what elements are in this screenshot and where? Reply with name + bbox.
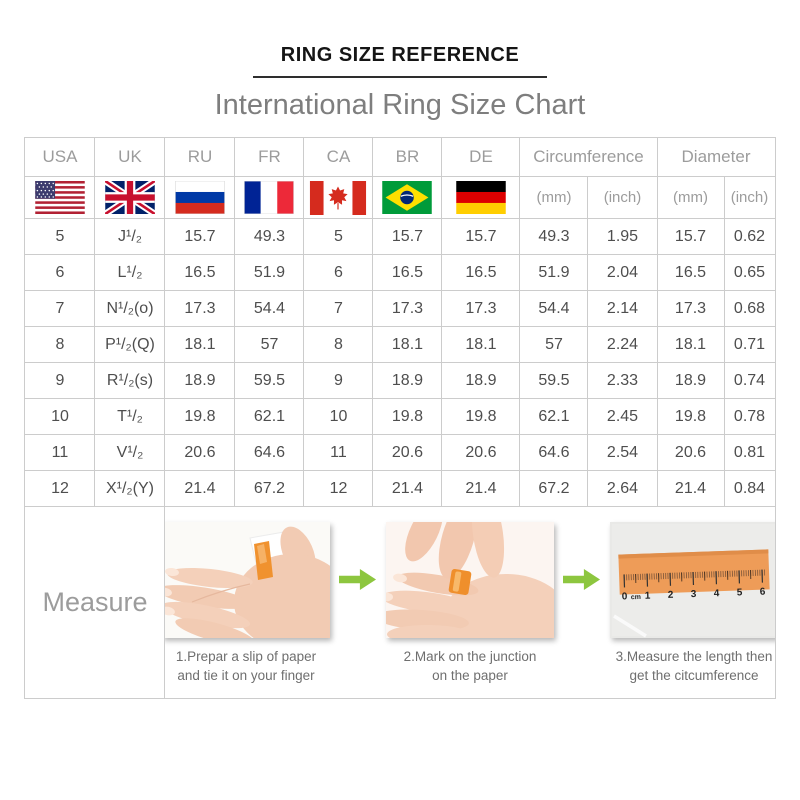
size-cell: 2.04: [588, 255, 657, 291]
step2-photo: [386, 522, 554, 638]
size-cell: 18.1: [373, 327, 442, 363]
table-row: [25, 435, 775, 471]
size-cell: 7: [304, 291, 373, 327]
size-cell: 59.5: [520, 363, 588, 399]
size-cell: 9: [25, 363, 95, 399]
size-cell: 18.1: [657, 327, 724, 363]
col-header-circumference: Circumference: [520, 138, 657, 177]
ruler-number-3: 3: [690, 589, 697, 601]
size-cell: 57: [235, 327, 304, 363]
ruler-cm-label: cm: [630, 594, 642, 602]
table-row: [25, 363, 775, 399]
ruler-measuring-illustration: [610, 522, 775, 638]
size-cell: P¹/₂(Q): [95, 327, 165, 363]
size-cell: 54.4: [520, 291, 588, 327]
size-cell: 0.78: [724, 399, 775, 435]
col-header-br: BR: [373, 138, 442, 177]
size-cell: 21.4: [165, 471, 235, 507]
size-cell: L¹/₂: [95, 255, 165, 291]
size-cell: R¹/₂(s): [95, 363, 165, 399]
size-cell: 16.5: [657, 255, 724, 291]
size-cell: 15.7: [373, 219, 442, 255]
size-cell: 7: [25, 291, 95, 327]
step2-caption-line1: 2.Mark on the junction: [403, 649, 537, 665]
page-subtitle: International Ring Size Chart: [214, 89, 586, 121]
size-cell: 11: [304, 435, 373, 471]
usa-flag-icon: [35, 181, 85, 214]
size-cell: 62.1: [235, 399, 304, 435]
col-header-ca: CA: [304, 138, 373, 177]
flag-cell-usa: [25, 177, 95, 219]
table-row: [25, 255, 775, 291]
ring-size-table: [24, 137, 775, 699]
size-cell: 54.4: [235, 291, 304, 327]
size-cell: 20.6: [657, 435, 724, 471]
size-cell: 18.9: [442, 363, 520, 399]
marking-paper-illustration: [386, 522, 554, 638]
col-header-diameter: Diameter: [657, 138, 775, 177]
measure-step-2: [386, 522, 554, 684]
size-cell: 19.8: [657, 399, 724, 435]
size-cell: 49.3: [520, 219, 588, 255]
size-cell: 62.1: [520, 399, 588, 435]
measure-step-1: [165, 522, 330, 684]
col-header-ru: RU: [165, 138, 235, 177]
measure-step-3: [610, 522, 775, 684]
size-cell: 8: [25, 327, 95, 363]
step1-photo: [165, 522, 330, 638]
russia-flag-icon: [175, 181, 225, 214]
size-cell: 1.95: [588, 219, 657, 255]
size-cell: 21.4: [657, 471, 724, 507]
size-cell: 0.65: [724, 255, 775, 291]
circumference-inch-label: (inch): [588, 177, 657, 219]
arrow-right-icon-1: [339, 568, 377, 591]
flag-cell-br: [373, 177, 442, 219]
ruler-number-1: 1: [644, 590, 651, 603]
table-row: [25, 219, 775, 255]
size-cell: 18.1: [165, 327, 235, 363]
size-cell: 18.9: [657, 363, 724, 399]
step1-caption-line1: 1.Prepar a slip of paper: [175, 649, 317, 665]
flag-cell-uk: [95, 177, 165, 219]
col-header-usa: USA: [25, 138, 95, 177]
ruler-number-5: 5: [736, 587, 743, 599]
size-cell: 67.2: [520, 471, 588, 507]
size-cell: 67.2: [235, 471, 304, 507]
france-flag-icon: [244, 181, 294, 214]
size-cell: 16.5: [442, 255, 520, 291]
size-cell: 0.74: [724, 363, 775, 399]
arrow-right-icon-2: [563, 568, 601, 591]
size-cell: 16.5: [373, 255, 442, 291]
size-cell: 59.5: [235, 363, 304, 399]
ruler-number-2: 2: [667, 590, 674, 602]
size-cell: 17.3: [165, 291, 235, 327]
size-cell: T¹/₂: [95, 399, 165, 435]
measure-steps: [165, 520, 774, 684]
size-cell: 17.3: [442, 291, 520, 327]
measure-row: [25, 507, 775, 699]
size-cell: 18.9: [165, 363, 235, 399]
size-cell: 57: [520, 327, 588, 363]
size-cell: 10: [25, 399, 95, 435]
size-cell: 17.3: [373, 291, 442, 327]
step1-caption: [165, 648, 330, 684]
size-cell: 20.6: [165, 435, 235, 471]
size-cell: 2.14: [588, 291, 657, 327]
size-cell: 2.45: [588, 399, 657, 435]
size-cell: 11: [25, 435, 95, 471]
size-cell: 12: [304, 471, 373, 507]
size-cell: 0.62: [724, 219, 775, 255]
size-cell: 12: [25, 471, 95, 507]
diameter-inch-label: (inch): [724, 177, 775, 219]
size-cell: 16.5: [165, 255, 235, 291]
brazil-flag-icon: [382, 181, 432, 214]
size-cell: X¹/₂(Y): [95, 471, 165, 507]
size-cell: 49.3: [235, 219, 304, 255]
step2-caption-line2: on the paper: [432, 667, 508, 683]
size-cell: 19.8: [165, 399, 235, 435]
size-cell: 10: [304, 399, 373, 435]
size-cell: 2.54: [588, 435, 657, 471]
size-cell: 51.9: [520, 255, 588, 291]
size-cell: V¹/₂: [95, 435, 165, 471]
size-cell: 2.64: [588, 471, 657, 507]
size-cell: 15.7: [165, 219, 235, 255]
size-cell: 18.1: [442, 327, 520, 363]
size-cell: 19.8: [442, 399, 520, 435]
diameter-mm-label: (mm): [657, 177, 724, 219]
size-cell: 6: [304, 255, 373, 291]
flag-cell-de: [442, 177, 520, 219]
size-cell: 2.24: [588, 327, 657, 363]
size-cell: 19.8: [373, 399, 442, 435]
flag-cell-ca: [304, 177, 373, 219]
canada-flag-icon: [309, 181, 367, 215]
step3-photo: [610, 522, 775, 638]
size-cell: 51.9: [235, 255, 304, 291]
table-row: [25, 399, 775, 435]
measure-steps-cell: [165, 507, 775, 699]
size-cell: 21.4: [373, 471, 442, 507]
step3-caption-line2: get the citcumference: [629, 667, 759, 683]
size-cell: 9: [304, 363, 373, 399]
uk-flag-icon: [105, 181, 155, 214]
ruler-number-4: 4: [713, 588, 720, 600]
size-cell: 64.6: [520, 435, 588, 471]
size-cell: 15.7: [657, 219, 724, 255]
size-cell: 0.81: [724, 435, 775, 471]
ruler-number-6: 6: [759, 586, 766, 598]
col-header-de: DE: [442, 138, 520, 177]
step1-caption-line2: and tie it on your finger: [177, 667, 315, 683]
table-row: [25, 291, 775, 327]
flag-cell-fr: [235, 177, 304, 219]
table-row: [25, 327, 775, 363]
size-cell: 21.4: [442, 471, 520, 507]
size-cell: 18.9: [373, 363, 442, 399]
col-header-fr: FR: [235, 138, 304, 177]
hand-with-paper-slip-illustration: [165, 522, 330, 638]
page-title: RING SIZE REFERENCE: [253, 44, 547, 78]
germany-flag-icon: [456, 181, 506, 214]
ruler-number-0: 0: [621, 591, 628, 603]
measure-label: Measure: [25, 507, 165, 699]
size-cell: 6: [25, 255, 95, 291]
size-cell: 64.6: [235, 435, 304, 471]
size-cell: 0.84: [724, 471, 775, 507]
header-row: [25, 138, 775, 177]
step3-caption: [610, 648, 775, 684]
size-cell: 5: [304, 219, 373, 255]
flag-cell-ru: [165, 177, 235, 219]
size-cell: 0.71: [724, 327, 775, 363]
size-cell: 20.6: [373, 435, 442, 471]
circumference-mm-label: (mm): [520, 177, 588, 219]
size-cell: 2.33: [588, 363, 657, 399]
size-cell: 15.7: [442, 219, 520, 255]
flag-row: [25, 177, 775, 219]
size-cell: N¹/₂(o): [95, 291, 165, 327]
size-cell: 5: [25, 219, 95, 255]
size-cell: 0.68: [724, 291, 775, 327]
size-cell: J¹/₂: [95, 219, 165, 255]
step2-caption: [386, 648, 554, 684]
step3-caption-line1: 3.Measure the length then: [615, 649, 773, 665]
col-header-uk: UK: [95, 138, 165, 177]
page-header: [0, 0, 800, 122]
table-row: [25, 471, 775, 507]
size-cell: 8: [304, 327, 373, 363]
size-cell: 17.3: [657, 291, 724, 327]
size-cell: 20.6: [442, 435, 520, 471]
